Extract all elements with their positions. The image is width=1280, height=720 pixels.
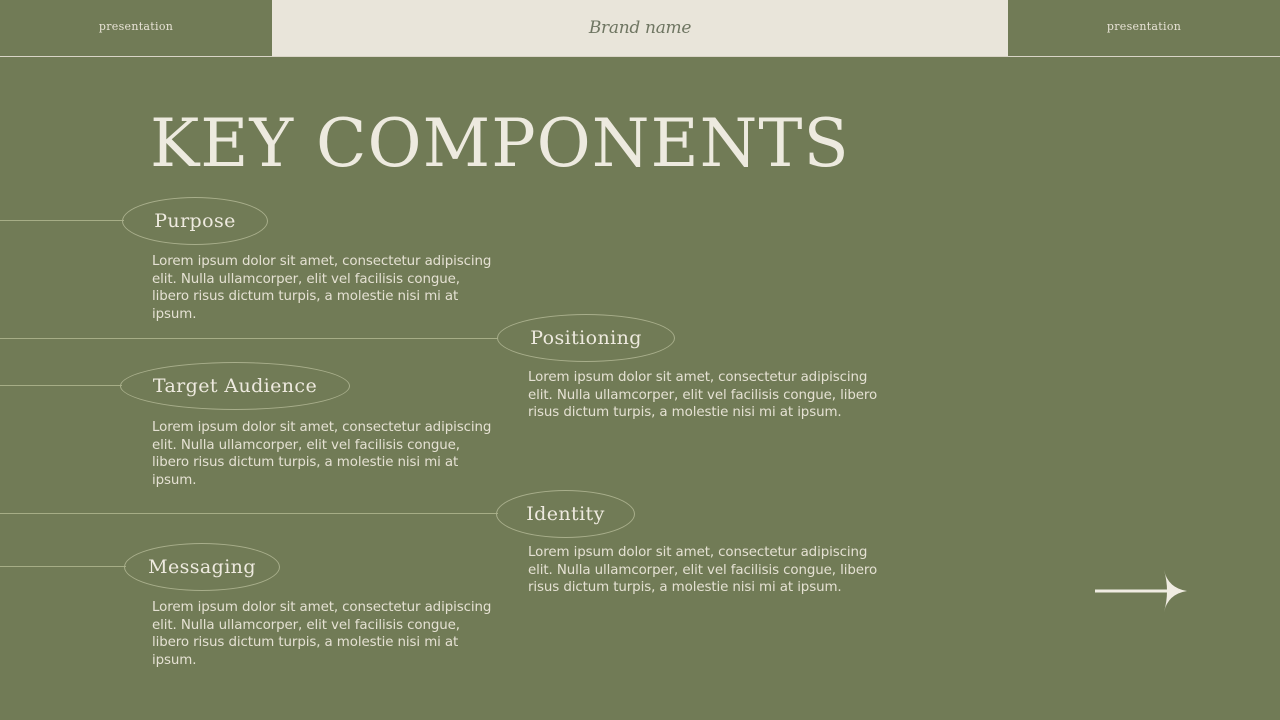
component-description-identity: Lorem ipsum dolor sit amet, consectetur adipiscing elit. Nulla ullamcorper, elit vel facilisis congue, libero risus dictum turpis, a molestie nisi mi at ipsum. (528, 545, 878, 595)
component-pill-target-audience: Target Audience (120, 362, 350, 410)
arrow-right-icon[interactable] (1092, 566, 1192, 616)
connector-line-purpose (0, 220, 124, 221)
component-pill-purpose: Purpose (122, 197, 268, 245)
component-pill-positioning: Positioning (497, 314, 675, 362)
brand-name: Brand name (588, 18, 692, 38)
header-right-label: presentation (1106, 20, 1182, 33)
header-left-label: presentation (98, 20, 174, 33)
brand-box (272, 0, 1008, 56)
component-pill-messaging: Messaging (124, 543, 280, 591)
component-pill-identity: Identity (496, 490, 635, 538)
connector-line-messaging (0, 566, 126, 567)
top-bar (0, 0, 1280, 57)
component-description-messaging: Lorem ipsum dolor sit amet, consectetur adipiscing elit. Nulla ullamcorper, elit vel facilisis congue, libero risus dictum turpis, a molestie nisi mi at ipsum. (152, 600, 492, 668)
connector-line-target-audience (0, 385, 122, 386)
connector-line-identity (0, 513, 498, 514)
page-title: KEY COMPONENTS (150, 105, 850, 182)
connector-line-positioning (0, 338, 498, 339)
component-description-target-audience: Lorem ipsum dolor sit amet, consectetur adipiscing elit. Nulla ullamcorper, elit vel facilisis congue, libero risus dictum turpis, a molestie nisi mi at ipsum. (152, 420, 492, 488)
component-description-positioning: Lorem ipsum dolor sit amet, consectetur adipiscing elit. Nulla ullamcorper, elit vel facilisis congue, libero risus dictum turpis, a molestie nisi mi at ipsum. (528, 370, 878, 420)
component-description-purpose: Lorem ipsum dolor sit amet, consectetur adipiscing elit. Nulla ullamcorper, elit vel facilisis congue, libero risus dictum turpis, a molestie nisi mi at ipsum. (152, 254, 492, 322)
